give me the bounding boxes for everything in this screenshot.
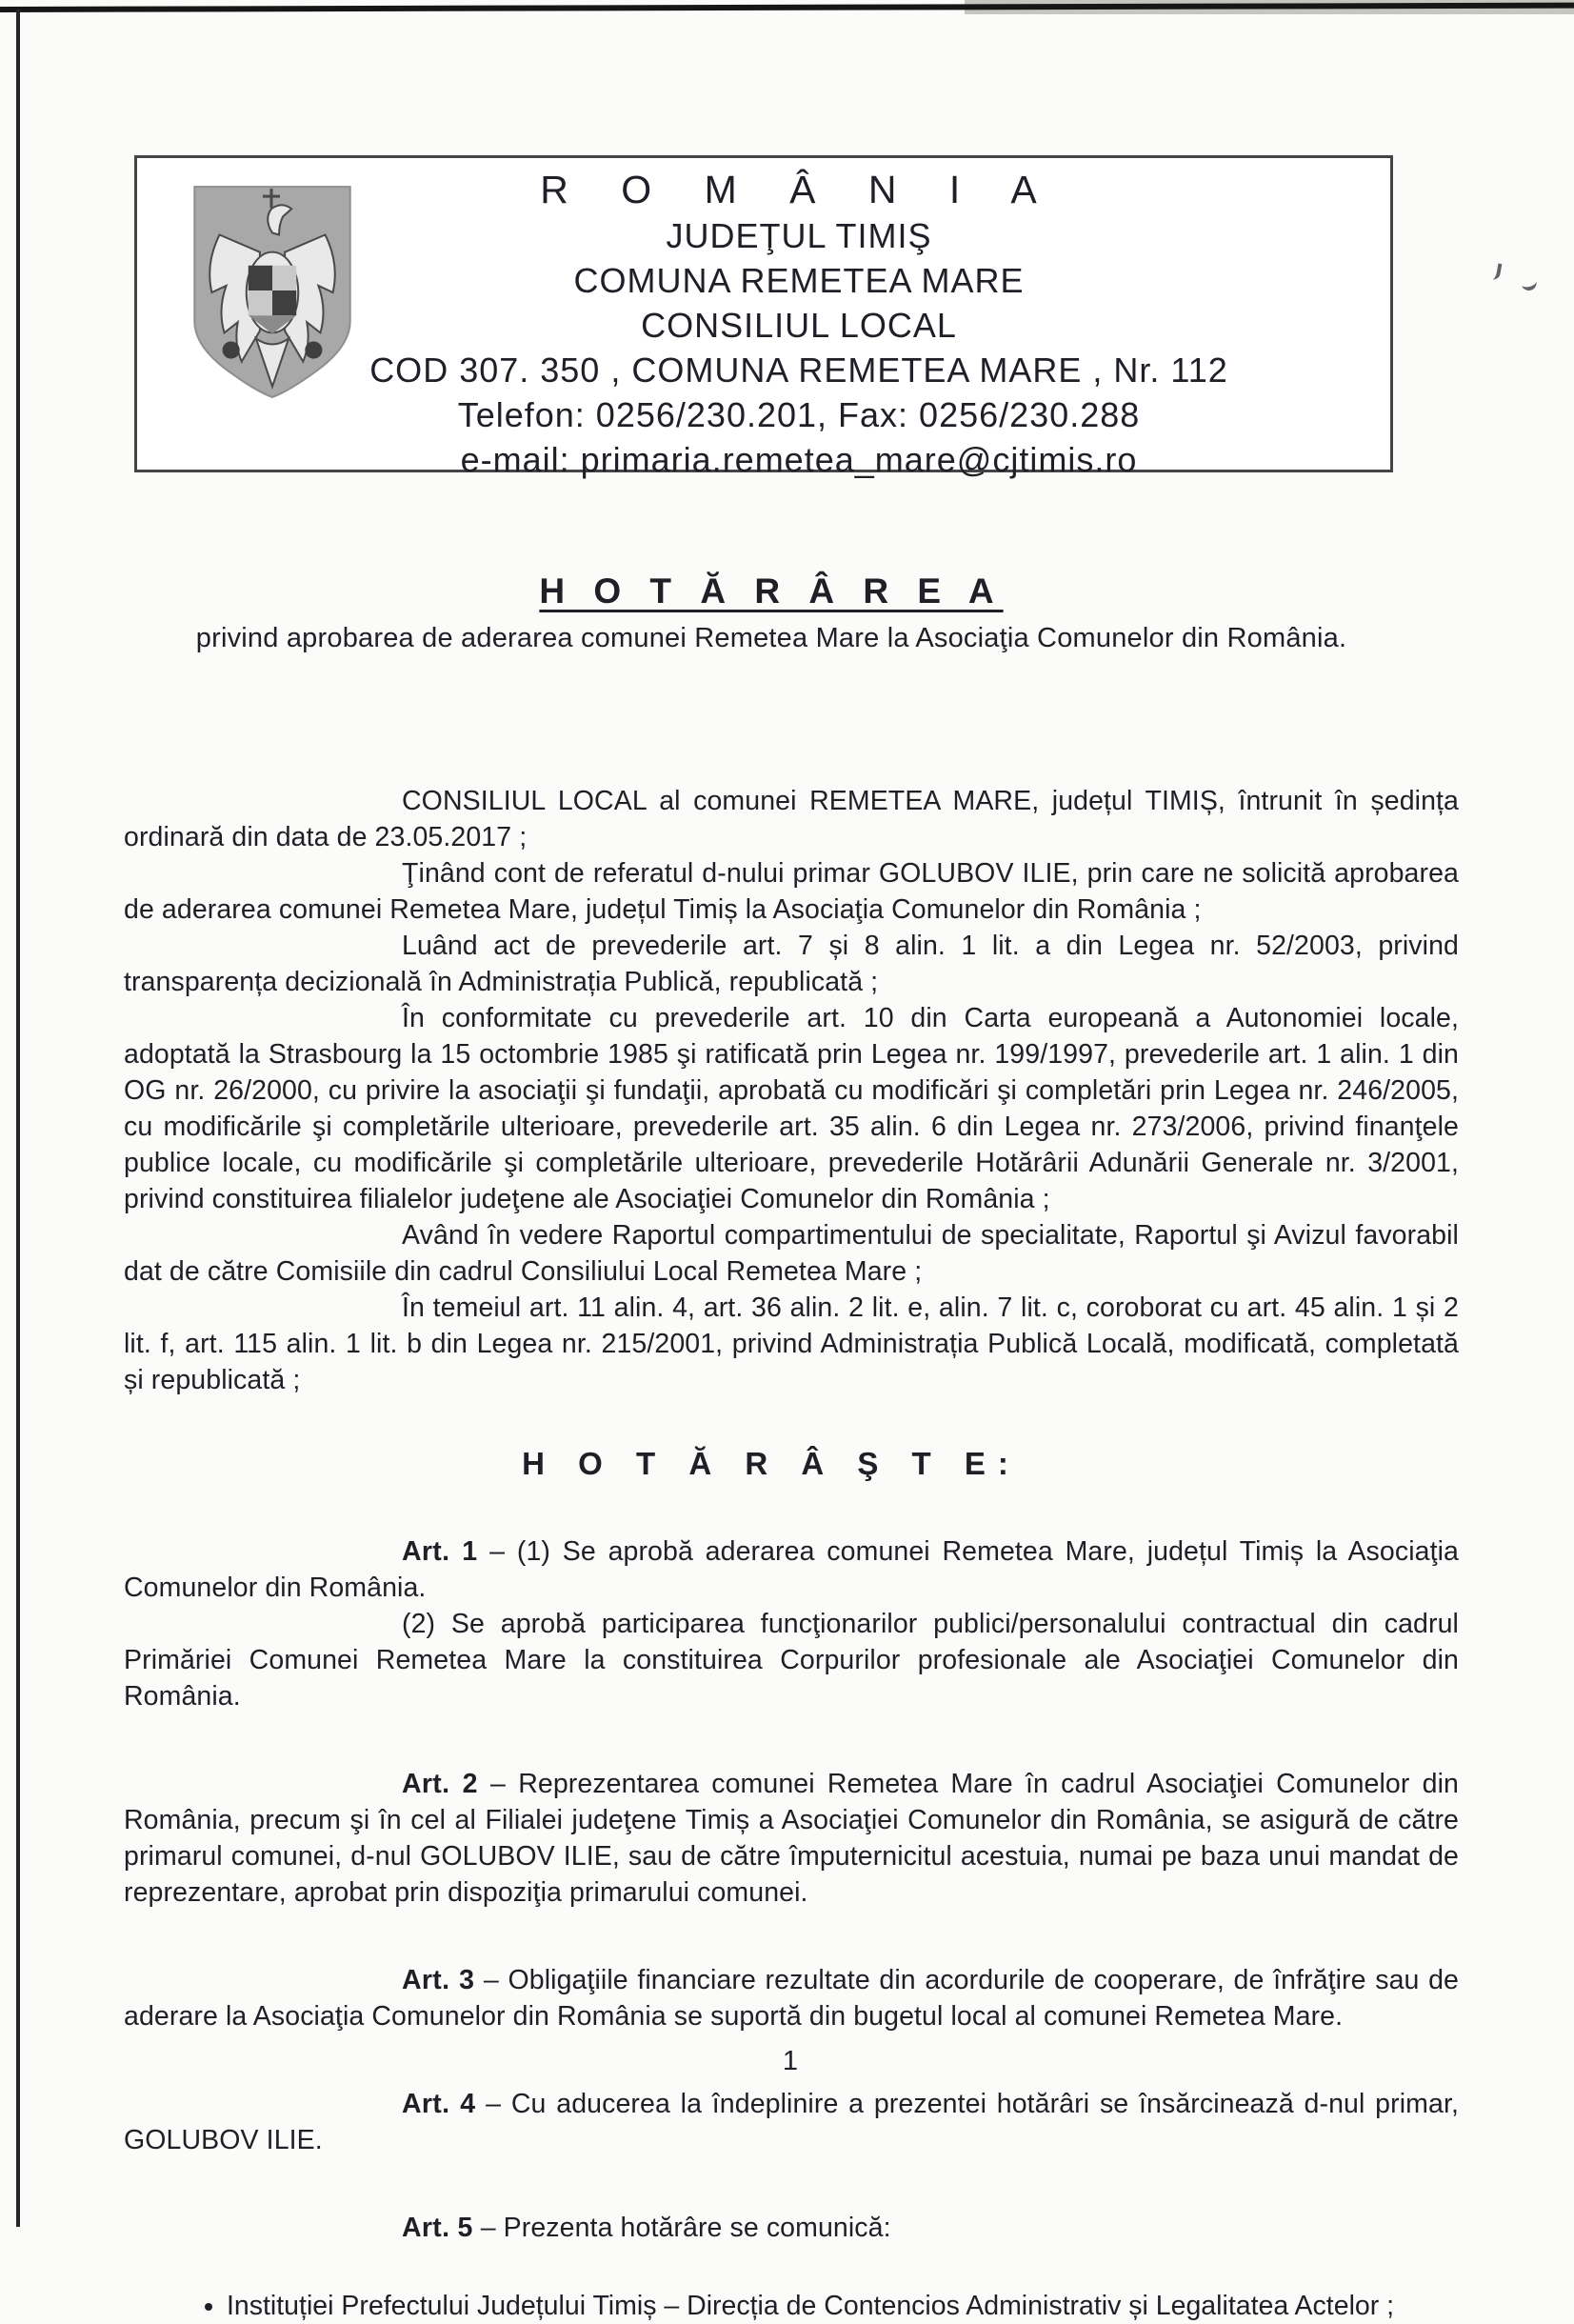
article-5-text: – Prezenta hotărâre se comunică:: [480, 2213, 891, 2243]
page-number: 1: [782, 2046, 799, 2076]
document-subtitle: privind aprobarea de aderarea comunei Remetea Mare la Asociaţia Comunelor din România.: [195, 623, 1347, 653]
ink-mark: [1489, 262, 1503, 281]
article-3-paragraph: [124, 1962, 1459, 2034]
letterhead-text: [137, 166, 1390, 482]
title-block: [0, 571, 1543, 654]
scan-edge-left: [16, 10, 20, 2227]
article-4-paragraph: [124, 2086, 1459, 2158]
distribution-item: • Instituției Prefectului Județului Timiș – Direcția de Contencios Administrativ și Legalitatea Actelor ;: [227, 2288, 1459, 2324]
article-4-label: Art. 4: [402, 2089, 476, 2119]
preamble-paragraph: În conformitate cu prevederile art. 10 din Carta europeană a Autonomiei locale, adoptată la Strasbourg la 15 octombrie 1985 şi ratificată prin Legea nr. 199/1997, prevederile art. 1 alin. 1 din OG nr. 26/2000, cu privire la asociaţii şi fundaţii, aprobată cu modificări şi completări prin Legea nr. 246/2005, cu modificările şi completările ulterioare, prevederile art. 35 alin. 6 din Legea nr. 273/2006, privind finanţele publice locale, cu modificările şi completările ulterioare, prevederile Hotărârii Adunării Generale nr. 3/2001, privind constituirea filialelor judeţene ale Asociaţiei Comunelor din România ;: [124, 1003, 1459, 1214]
preamble-paragraph: În temeiul art. 11 alin. 4, art. 36 alin. 2 lit. e, alin. 7 lit. c, coroborat cu art. 45 alin. 1 și 2 lit. f, art. 115 alin. 1 lit. b din Legea nr. 215/2001, privind Administrația Publică Locală, modificată, completată și republicată ;: [124, 1292, 1459, 1395]
document-title: H O T Ă R Â R E A: [539, 571, 1004, 611]
preamble-paragraph: CONSILIUL LOCAL al comunei REMETEA MARE, județul TIMIȘ, întrunit în ședința ordinară din data de 23.05.2017 ;: [124, 786, 1459, 852]
article-3-text: – Obligaţiile financiare rezultate din acordurile de cooperare, de înfrăţire sau de aderare la Asociaţia Comunelor din România se suportă din bugetul local al comunei Remetea Mare.: [124, 1965, 1459, 2032]
article-2-paragraph: [124, 1766, 1459, 1911]
article-1-label: Art. 1: [402, 1536, 478, 1567]
letterhead-commune: COMUNA REMETEA MARE: [573, 261, 1025, 300]
preamble-paragraph: Luând act de prevederile art. 7 și 8 alin. 1 lit. a din Legea nr. 52/2003, privind transparența decizională în Administrația Publică, republicată ;: [124, 931, 1459, 997]
decision-heading: H O T Ă R Â Ş T E:: [522, 1446, 1021, 1481]
article-1-paragraph-2: (2) Se aprobă participarea funcţionarilor publici/personalului contractual din cadrul Primăriei Comunei Remetea Mare la constituirea Corpurilor profesionale ale Asociaţiei Comunelor din România.: [124, 1609, 1459, 1712]
letterhead-council: CONSILIUL LOCAL: [641, 306, 957, 345]
article-4-text: – Cu aducerea la îndeplinire a prezentei hotărâri se însărcinează d-nul primar, GOLUBOV ILIE.: [124, 2089, 1459, 2155]
letterhead-box: [134, 155, 1393, 479]
letterhead-country: R O M Â N I A: [540, 168, 1058, 211]
article-3-label: Art. 3: [402, 1965, 475, 1995]
ink-mark: [1521, 276, 1539, 291]
article-1-paragraph: [124, 1533, 1459, 1606]
article-2-text: – Reprezentarea comunei Remetea Mare în cadrul Asociaţiei Comunelor din România, precum şi în cel al Filialei judeţene Timiș a Asociaţiei Comunelor din România, se asigură de către primarul comunei, d-nul GOLUBOV ILIE, sau de către împuternicitul acestuia, numai pe baza unui mandat de reprezentare, aprobat prin dispoziţia primarului comunei.: [124, 1769, 1459, 1908]
article-1-text: – (1) Se aprobă aderarea comunei Remetea Mare, județul Timiș la Asociaţia Comunelor din România.: [124, 1536, 1459, 1603]
article-5-paragraph: [124, 2210, 1459, 2246]
letterhead-phone: Telefon: 0256/230.201, Fax: 0256/230.288: [457, 395, 1141, 434]
distribution-list: [124, 2288, 1459, 2324]
letterhead-email: e-mail: primaria.remetea_mare@cjtimis.ro: [460, 440, 1138, 479]
letterhead-address: COD 307. 350 , COMUNA REMETEA MARE , Nr. 112: [369, 351, 1228, 390]
preamble-paragraph: Având în vedere Raportul compartimentului de specialitate, Raportul şi Avizul favorabil dat de către Comisiile din cadrul Consiliului Local Remetea Mare ;: [124, 1220, 1459, 1287]
letterhead-county: JUDEŢUL TIMIŞ: [666, 216, 932, 255]
article-5-label: Art. 5: [402, 2213, 473, 2243]
document-body: [124, 783, 1459, 2324]
article-2-label: Art. 2: [402, 1769, 478, 1799]
preamble-paragraph: Ţinând cont de referatul d-nului primar GOLUBOV ILIE, prin care ne solicită aprobarea de aderarea comunei Remetea Mare, județul Timiș la Asociaţia Comunelor din România ;: [124, 858, 1459, 925]
